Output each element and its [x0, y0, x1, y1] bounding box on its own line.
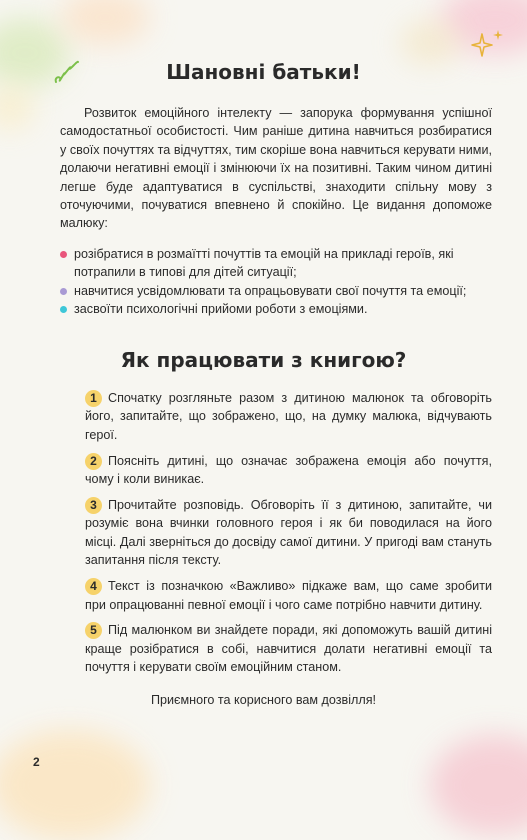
step-item	[85, 452, 492, 489]
decor-blob-peach	[60, 0, 150, 45]
step-item	[85, 621, 492, 676]
steps-list	[85, 389, 492, 684]
intro-paragraph: Розвиток емоційного інтелекту — запорука формування успішної самодостатньої особистості. Чим раніше дитина навчиться розбиратися у своїх почуттях та відчуттях, тим скоріше вона навчиться керувати ними, долаючи негативні емоції і змінюючи їх на позитивні. Таким чином дитині легше буде адаптуватися в суспільстві, знаходити спільну мову з оточуючими, почуватися впевнено й спокійно. Це видання допоможе малюку:	[60, 106, 492, 231]
step-item	[85, 389, 492, 444]
bullet-dot-purple	[60, 288, 67, 295]
step-text: Під малюнком ви знайдете поради, які допоможуть вашій дитині краще розібратися в собі, навчитися долати негативні емоції та почуття і керувати своїм емоційним станом.	[85, 623, 492, 675]
step-text: Спочатку розгляньте разом з дитиною малюнок та обговоріть його, запитайте, що зображено, що, на думку малюка, відчувають герої.	[85, 391, 492, 442]
list-item	[58, 300, 498, 318]
decor-blob-rose	[430, 735, 527, 835]
list-item-text: засвоїти психологічні прийоми роботи з емоціями.	[74, 302, 368, 317]
step-item	[85, 577, 492, 614]
decor-blob-orange	[0, 730, 150, 840]
step-number-badge: 2	[85, 453, 102, 470]
step-number-badge: 4	[85, 578, 102, 595]
decor-blob-cream	[400, 20, 460, 65]
bullet-dot-cyan	[60, 306, 67, 313]
closing-text: Приємного та корисного вам дозвілля!	[150, 693, 377, 707]
step-number-badge: 1	[85, 390, 102, 407]
list-item-text: розібратися в розмаїтті почуттів та емоцій на прикладі героїв, які потрапили в типові для дітей ситуації;	[74, 247, 454, 280]
list-item-text: навчитися усвідомлювати та опрацьовувати свої почуття та емоції;	[74, 283, 467, 298]
bullet-dot-pink	[60, 251, 67, 258]
decor-blob-yellow	[0, 85, 35, 130]
page-title: Шановні батьки!	[166, 60, 361, 84]
step-item	[85, 496, 492, 570]
page-number: 2	[33, 755, 40, 769]
step-number-badge: 5	[85, 622, 102, 639]
section-title: Як працювати з книгою?	[120, 348, 407, 372]
list-item	[58, 282, 498, 300]
benefits-list	[58, 245, 498, 319]
step-text: Поясніть дитині, що означає зображена емоція або почуття, чому і коли виникає.	[85, 453, 492, 487]
step-number-badge: 3	[85, 497, 102, 514]
step-text: Текст із позначкою «Важливо» підкаже вам, що саме зробити при опрацюванні певної емоції і чого саме потрібно навчити дитину.	[85, 579, 492, 612]
step-text: Прочитайте розповідь. Обговоріть її з дитиною, запитайте, чи розуміє вона вчинки головного героя і як би поводилася на його місці. Далі зверніться до досвіду самої дитини. У пригоді вам стануть запитання після тексту.	[85, 498, 492, 568]
sparkles-icon	[470, 28, 506, 62]
list-item	[58, 245, 498, 282]
